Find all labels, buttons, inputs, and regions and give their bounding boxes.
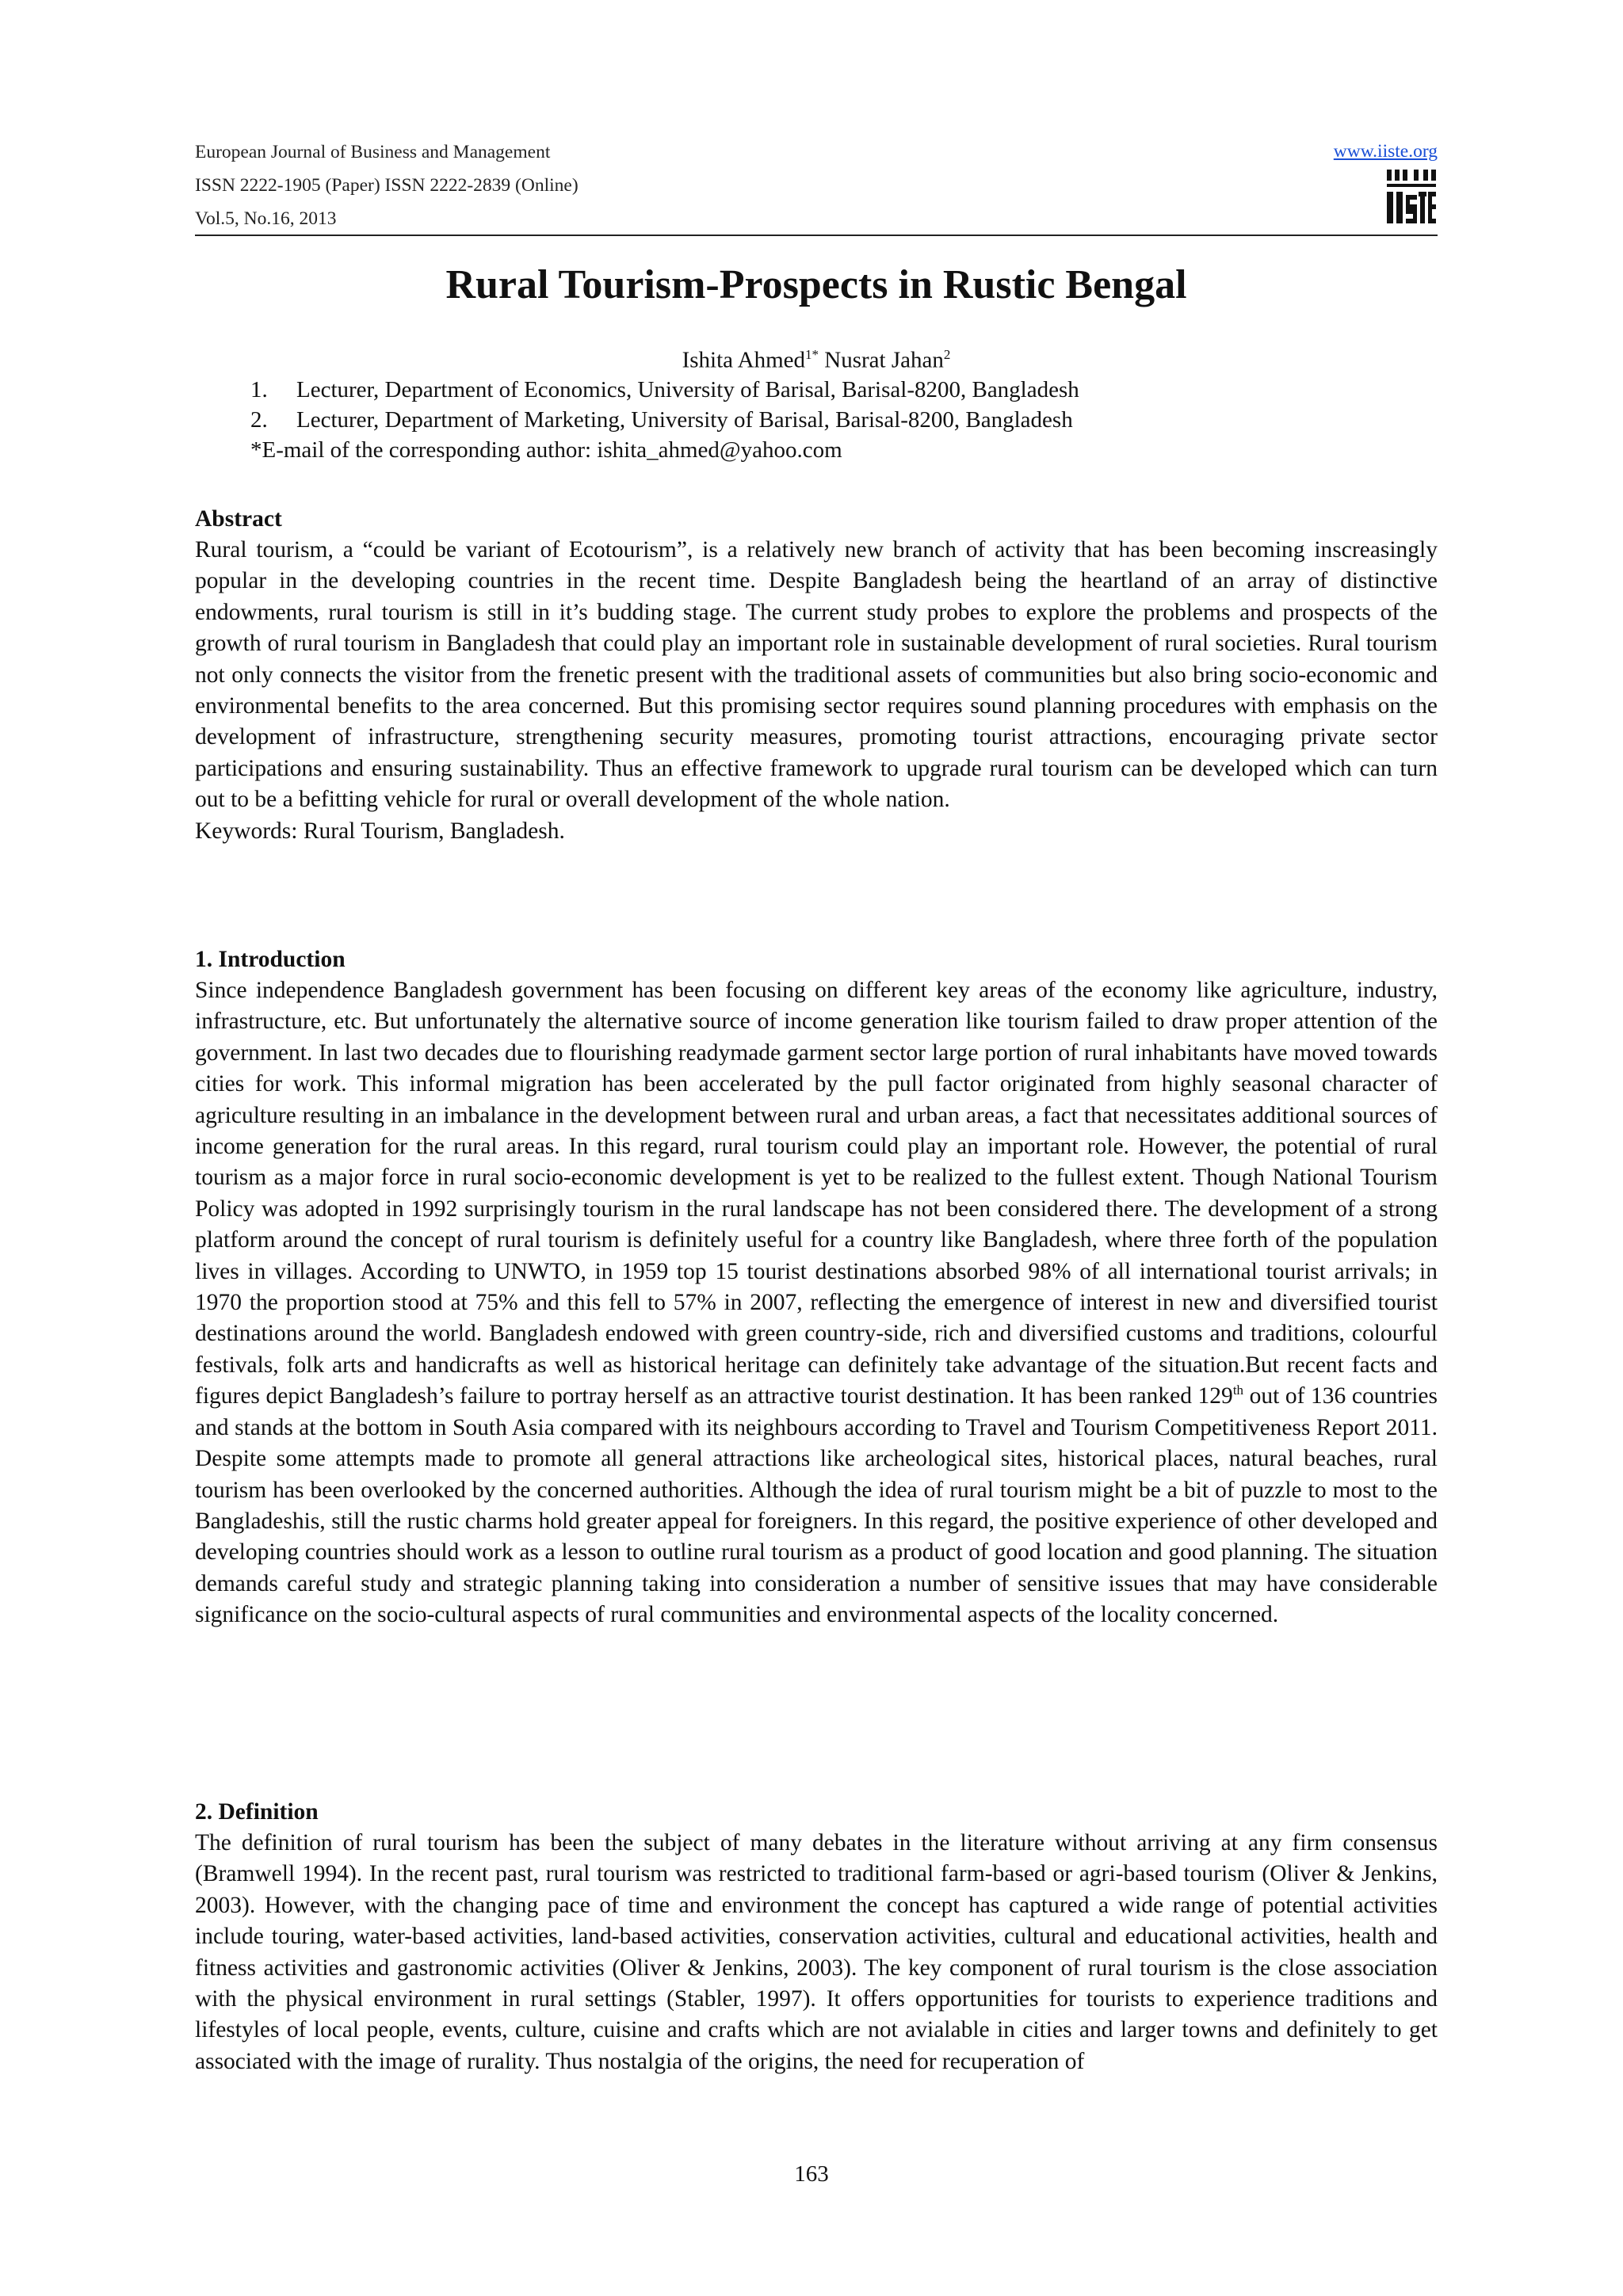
- iiste-logo-icon: [1385, 168, 1438, 228]
- affiliation-2-number: 2.: [250, 407, 268, 433]
- author-1: Ishita Ahmed: [682, 347, 806, 373]
- author-2-sup: 2: [943, 347, 951, 362]
- abstract-section: [195, 504, 1438, 847]
- introduction-text: [195, 975, 1438, 1631]
- affiliation-2-text: Lecturer, Department of Marketing, University of Barisal, Barisal-8200, Bangladesh: [296, 407, 1073, 433]
- affiliation-1-number: 1.: [250, 377, 268, 402]
- introduction-text-part-1: Since independence Bangladesh government has been focusing on different key areas of the economy like agriculture, industry, infrastructure, etc. But unfortunately the alternative source of income generation like tourism failed to draw proper attention of the government. In last two decades due to flourishing readymade garment sector large portion of rural inhabitants have moved towards cities for work. This informal migration has been accelerated by the pull factor originated from highly seasonal character of agriculture resulting in an imbalance in the development between rural and urban areas, a fact that necessitates additional sources of income generation for the rural areas. In this regard, rural tourism could play an important role. However, the potential of rural tourism as a major force in rural socio-economic development is yet to be realized to the fullest extent. Though National Tourism Policy was adopted in 1992 surprisingly tourism in the rural landscape has not been considered there. The development of a strong platform around the concept of rural tourism is definitely useful for a country like Bangladesh, where three forth of the population lives in villages. According to UNWTO, in 1959 top 15 tourist destinations absorbed 98% of all international tourist arrivals; in 1970 the proportion stood at 75% and this fell to 57% in 2007, reflecting the emergence of interest in new and diversified tourist destinations around the world. Bangladesh endowed with green country-side, rich and diversified customs and traditions, colourful festivals, folk arts and handicrafts as well as historical heritage can definitely take advantage of the situation.But recent facts and figures depict Bangladesh’s failure to portray herself as an attractive tourist destination. It has been ranked 129: [195, 978, 1438, 1409]
- definition-text: The definition of rural tourism has been the subject of many debates in the literature without arriving at any firm consensus (Bramwell 1994). In the recent past, rural tourism was restricted to traditional farm-based or agri-based tourism (Oliver & Jenkins, 2003). However, with the changing pace of time and environment the concept has captured a wide range of potential activities include touring, water-based activities, land-based activities, conservation activities, cultural and educational activities, health and fitness activities and gastronomic activities (Oliver & Jenkins, 2003). The key component of rural tourism is the close association with the physical environment in rural settings (Stabler, 1997). It offers opportunities for tourists to experience traditions and lifestyles of local people, events, culture, cuisine and crafts which are not avialable in cities and larger towns and definitely to get associated with the image of rurality. Thus nostalgia of the origins, the need for recuperation of: [195, 1830, 1438, 2074]
- journal-url-link[interactable]: www.iiste.org: [1333, 141, 1438, 162]
- issn-line: ISSN 2222-1905 (Paper) ISSN 2222-2839 (Online): [195, 175, 579, 196]
- header-rule: [195, 235, 1438, 236]
- abstract-heading: Abstract: [195, 506, 282, 532]
- introduction-heading: 1. Introduction: [195, 947, 346, 972]
- abstract-text: Rural tourism, a “could be variant of Ecotourism”, is a relatively new branch of activity that has been becoming inscreasingly popular in the developing countries in the recent time. Despite Bangladesh being the heartland of an array of distinctive endowments, rural tourism is still in it’s budding stage. The current study probes to explore the problems and prospects of the growth of rural tourism in Bangladesh that could play an important role in sustainable development of rural societies. Rural tourism not only connects the visitor from the frenetic present with the traditional assets of communities but also bring socio-economic and environmental benefits to the area concerned. But this promising sector requires sound planning procedures with emphasis on the development of infrastructure, strengthening security measures, promoting tourist attractions, encouraging private sector participations and ensuring sustainability. Thus an effective framework to upgrade rural tourism can be developed which can turn out to be a befitting vehicle for rural or overall development of the whole nation.: [195, 537, 1438, 813]
- affiliation-1-text: Lecturer, Department of Economics, University of Barisal, Barisal-8200, Bangladesh: [296, 377, 1079, 402]
- author-1-sup: 1*: [805, 347, 819, 362]
- definition-heading: 2. Definition: [195, 1799, 319, 1825]
- author-line: [195, 341, 1438, 375]
- keywords: Keywords: Rural Tourism, Bangladesh.: [195, 818, 565, 844]
- affiliation-1: [250, 376, 1079, 404]
- introduction-section: [195, 944, 1438, 1631]
- definition-section: [195, 1797, 1438, 2077]
- corresponding-email: *E-mail of the corresponding author: ishita_ahmed@yahoo.com: [250, 437, 842, 463]
- paper-title: Rural Tourism-Prospects in Rustic Bengal: [445, 262, 1187, 307]
- author-2: Nusrat Jahan: [824, 347, 944, 373]
- rank-superscript: th: [1232, 1383, 1244, 1398]
- page-number: 163: [794, 2161, 829, 2187]
- journal-name: European Journal of Business and Management: [195, 142, 551, 162]
- affiliation-2: [250, 406, 1073, 434]
- introduction-text-part-2: out of 136 countries and stands at the bottom in South Asia compared with its neighbours according to Travel and Tourism Competitiveness Report 2011. Despite some attempts made to promote all general attractions like archeological sites, historical places, natural beaches, rural tourism has been overlooked by the concerned authorities. Although the idea of rural tourism might be a bit of puzzle to most to the Bangladeshis, still the rustic charms hold greater appeal for foreigners. In this regard, the positive experience of other developed and developing countries should work as a lesson to outline rural tourism as a product of good location and good planning. The situation demands careful study and strategic planning taking into consideration a number of sensitive issues that may have considerable significance on the socio-cultural aspects of rural communities and environmental aspects of the locality concerned.: [195, 1383, 1438, 1628]
- volume-line: Vol.5, No.16, 2013: [195, 208, 337, 229]
